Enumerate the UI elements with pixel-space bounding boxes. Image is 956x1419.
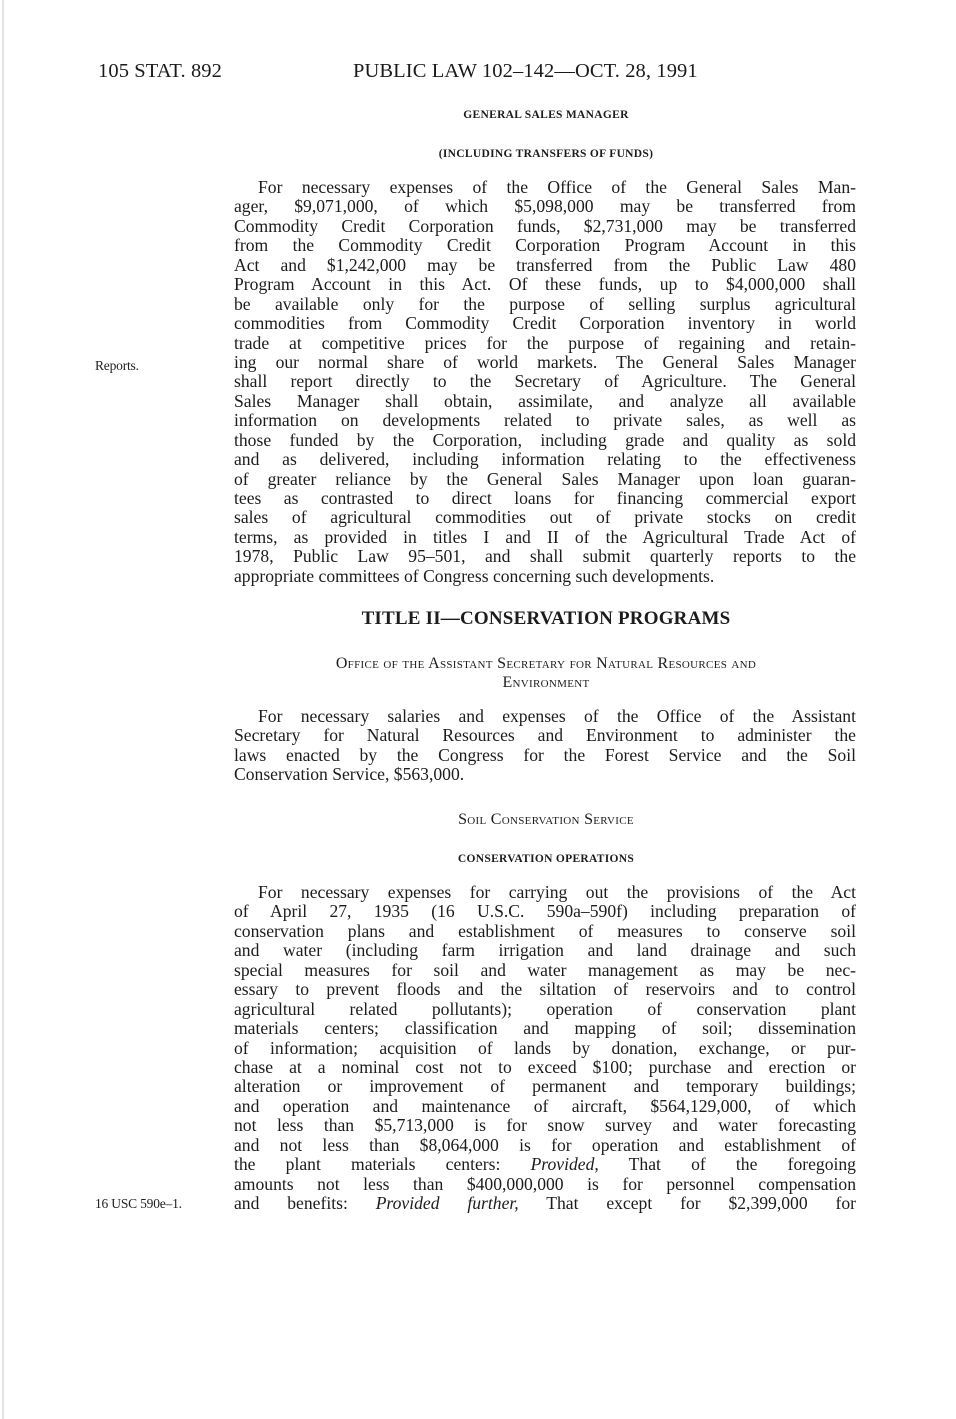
text-line: those funded by the Corporation, including grade and quality as sold — [234, 429, 856, 450]
text-run: the plant materials centers: — [234, 1154, 531, 1175]
text-run: That of the foregoing — [598, 1154, 856, 1175]
text-line: For necessary salaries and expenses of the Office of the Assistant — [258, 706, 856, 726]
paragraph-conservation-operations — [234, 883, 856, 1213]
text-line: 1978, Public Law 95–501, and shall submit quarterly reports to the — [234, 546, 856, 567]
text-line: from the Commodity Credit Corporation Program Account in this — [234, 235, 856, 256]
text-line: shall report directly to the Secretary of Agriculture. The General — [234, 371, 856, 392]
text-run: That except for $2,399,000 for — [518, 1193, 856, 1213]
paragraph-general-sales-manager — [234, 178, 856, 586]
text-line: special measures for soil and water management as may be nec- — [234, 959, 856, 980]
text-line: essary to prevent floods and the siltation of reservoirs and to control — [234, 979, 856, 1000]
text-line: trade at competitive prices for the purpose of regaining and retain- — [234, 332, 856, 353]
text-line: Conservation Service, $563,000. — [234, 764, 465, 785]
heading-line-1: Office of the Assistant Secretary for Natural Resources and — [335, 655, 757, 672]
text-line: ing our normal share of world markets. The General Sales Manager — [234, 351, 856, 372]
text-line: information on developments related to private sales, as well as — [234, 410, 856, 431]
text-line: and not less than $8,064,000 is for operation and establishment of — [234, 1134, 856, 1155]
text-line: conservation plans and establishment of measures to conserve soil — [234, 920, 856, 941]
section-subheading-transfers: (INCLUDING TRANSFERS OF FUNDS) — [438, 148, 654, 160]
text-line: Program Account in this Act. Of these funds, up to $4,000,000 shall — [234, 274, 856, 295]
text-line: Commodity Credit Corporation funds, $2,731,000 may be transferred — [234, 215, 856, 236]
text-line: Secretary for Natural Resources and Environment to administer the — [234, 725, 856, 746]
paragraph-assistant-secretary — [234, 707, 856, 785]
text-line: of April 27, 1935 (16 U.S.C. 590a–590f) including preparation of — [234, 901, 856, 922]
text-line: of information; acquisition of lands by donation, exchange, or pur- — [234, 1037, 856, 1058]
margin-note-usc: 16 USC 590e–1. — [95, 1196, 182, 1211]
title-heading: TITLE II—CONSERVATION PROGRAMS — [361, 608, 731, 629]
text-line: Act and $1,242,000 may be transferred from the Public Law 480 — [234, 254, 856, 275]
margin-note-reports: Reports. — [95, 358, 139, 373]
text-line: alteration or improvement of permanent and temporary buildings; — [234, 1076, 856, 1097]
text-line: For necessary expenses for carrying out the provisions of the Act — [258, 882, 856, 902]
heading-line-2: Environment — [502, 674, 590, 691]
text-run: and benefits: — [234, 1193, 376, 1213]
text-line: be available only for the purpose of selling surplus agricultural — [234, 293, 856, 314]
section-subheading-conservation-operations: CONSERVATION OPERATIONS — [457, 853, 635, 865]
text-line: materials centers; classification and mapping of soil; dissemination — [234, 1018, 856, 1039]
text-line: Sales Manager shall obtain, assimilate, and analyze all available — [234, 390, 856, 411]
text-line — [234, 1194, 856, 1213]
text-line: chase at a nominal cost not to exceed $100; purchase and erection or — [234, 1056, 856, 1077]
section-heading-soil-conservation-service: Soil Conservation Service — [458, 811, 634, 828]
text-line: agricultural related pollutants); operation of conservation plant — [234, 998, 856, 1019]
text-line: amounts not less than $400,000,000 is for personnel compensation — [234, 1173, 856, 1194]
text-line: ager, $9,071,000, of which $5,098,000 may be transferred from — [234, 196, 856, 217]
text-line: tees as contrasted to direct loans for financing commercial export — [234, 488, 856, 508]
page-edge-line — [2, 0, 4, 1419]
text-line — [234, 1155, 856, 1174]
text-line: appropriate committees of Congress concerning such developments. — [234, 565, 715, 586]
text-line: For necessary expenses of the Office of the General Sales Man- — [258, 177, 856, 197]
italic-term: Provided, — [530, 1154, 599, 1175]
text-line: of greater reliance by the General Sales Manager upon loan guaran- — [234, 468, 856, 489]
section-heading-general-sales-manager: GENERAL SALES MANAGER — [463, 109, 629, 121]
text-line: and water (including farm irrigation and land drainage and such — [234, 940, 856, 961]
text-line: not less than $5,713,000 is for snow survey and water forecasting — [234, 1115, 856, 1136]
section-heading-assistant-secretary — [234, 654, 858, 692]
public-law-citation: PUBLIC LAW 102–142—OCT. 28, 1991 — [353, 60, 698, 82]
statute-page-citation: 105 STAT. 892 — [98, 60, 222, 82]
italic-term: Provided further, — [375, 1193, 519, 1213]
text-line: commodities from Commodity Credit Corporation inventory in world — [234, 313, 856, 334]
text-line: and as delivered, including information relating to the effectiveness — [234, 449, 856, 470]
text-line: sales of agricultural commodities out of private stocks on credit — [234, 507, 856, 528]
text-line: terms, as provided in titles I and II of the Agricultural Trade Act of — [234, 526, 856, 547]
text-line: and operation and maintenance of aircraft, $564,129,000, of which — [234, 1095, 856, 1116]
text-line: laws enacted by the Congress for the Forest Service and the Soil — [234, 744, 856, 765]
